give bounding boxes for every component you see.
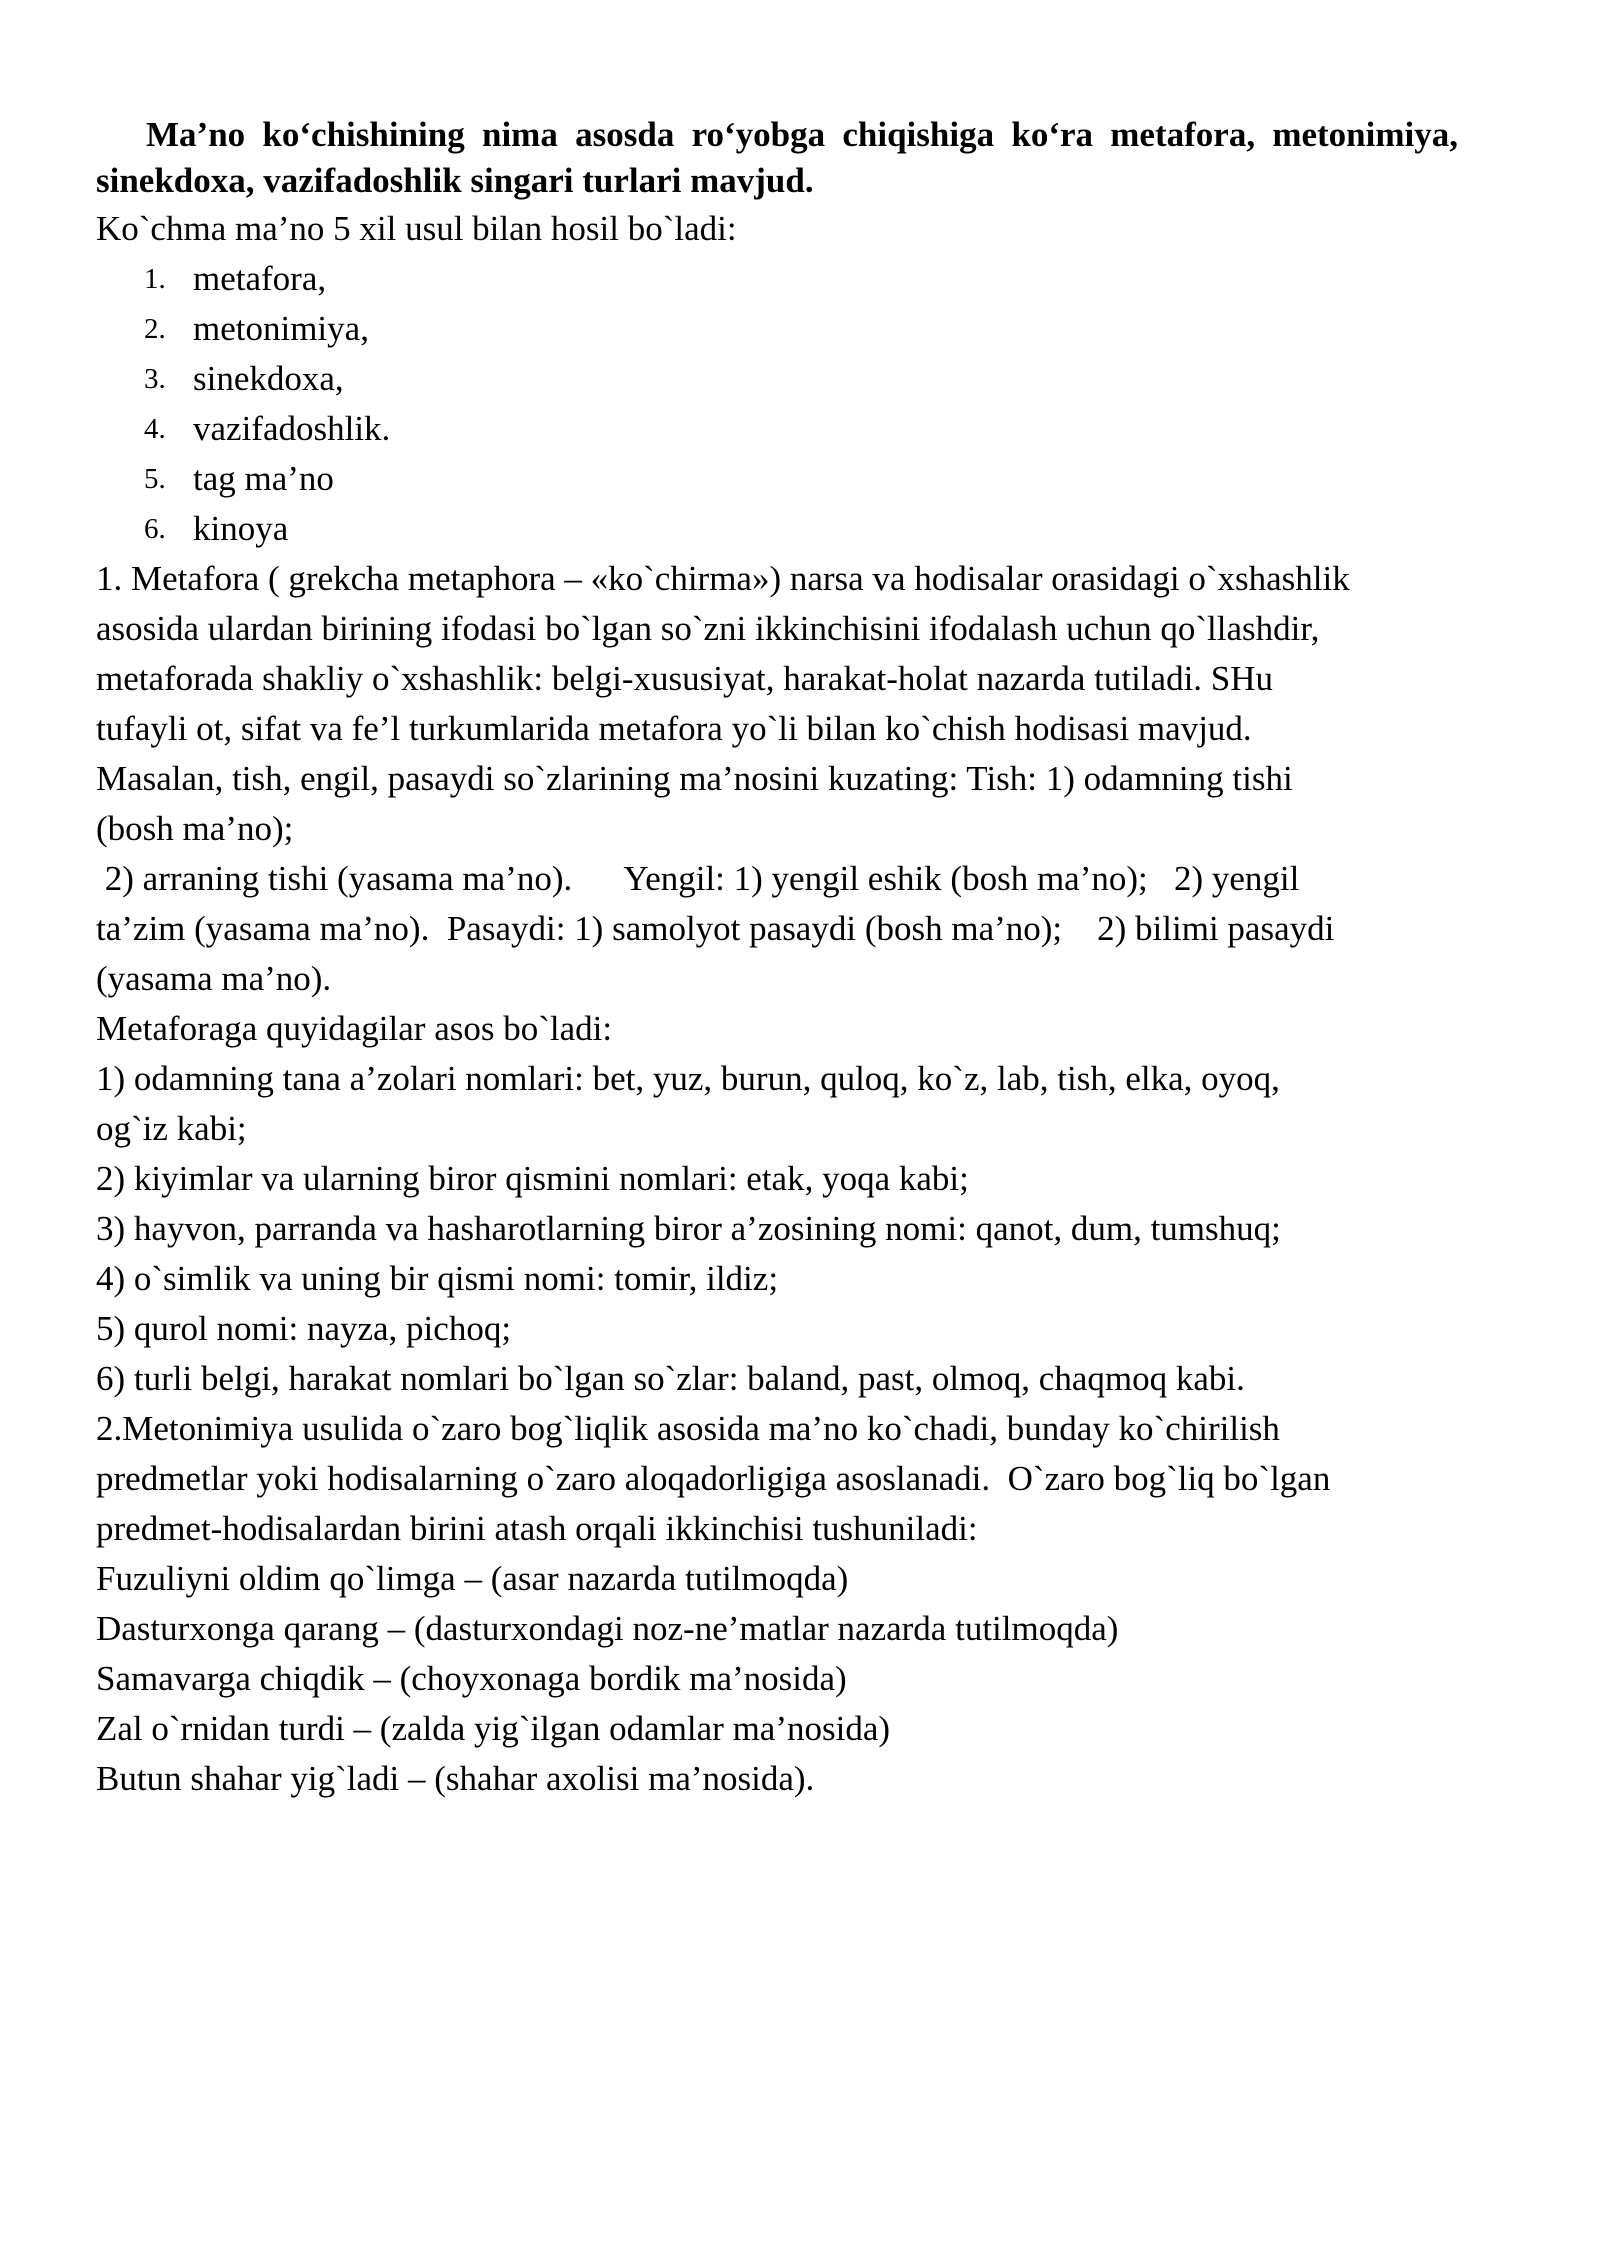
- list-item: [96, 354, 1458, 404]
- text-line: 2) arraning tishi (yasama ma’no). Yengil: 1) yengil eshik (bosh ma’no); 2) yengil: [96, 859, 1300, 898]
- metafora-bases-list: [96, 1054, 1458, 1404]
- list-item: [96, 304, 1458, 354]
- list-item: [96, 404, 1458, 454]
- text-line: asosida ulardan birining ifodasi bo`lgan so`zni ikkinchisini ifodalash uchun qo`llashdir,: [96, 609, 1320, 648]
- list-item: 6) turli belgi, harakat nomlari bo`lgan so`zlar: baland, past, olmoq, chaqmoq kabi.: [96, 1359, 1245, 1398]
- list-item: [96, 254, 1458, 304]
- list-item: [96, 454, 1458, 504]
- text-line: predmetlar yoki hodisalarning o`zaro aloqadorligiga asoslanadi. O`zaro bog`liq bo`lgan: [96, 1459, 1331, 1498]
- metafora-paragraph: [96, 554, 1458, 1004]
- list-item-label: metafora,: [193, 259, 327, 298]
- example-line: Zal o`rnidan turdi – (zalda yig`ilgan odamlar ma’nosida): [96, 1709, 891, 1748]
- example-line: Dasturxonga qarang – (dasturxondagi noz-ne’matlar nazarda tutilmoqda): [96, 1609, 1119, 1648]
- text-line: tufayli ot, sifat va fe’l turkumlarida metafora yo`li bilan ko`chish hodisasi mavjud.: [96, 709, 1252, 748]
- list-item: 2) kiyimlar va ularning biror qismini nomlari: etak, yoqa kabi;: [96, 1159, 969, 1198]
- list-number: 2.: [144, 313, 166, 345]
- example-line: Fuzuliyni oldim qo`limga – (asar nazarda tutilmoqda): [96, 1559, 849, 1598]
- list-item-label: vazifadoshlik.: [193, 409, 391, 448]
- section-heading: Ma’no ko‘chishining nima asosda ro‘yobga chiqishiga ko‘ra metafora, metonimiya, sinekdoxa, vazifadoshlik singari turlari mavjud.: [96, 115, 1458, 200]
- list-item: 5) qurol nomi: nayza, pichoq;: [96, 1309, 512, 1348]
- text-line: (yasama ma’no).: [96, 959, 332, 998]
- list-item-label: sinekdoxa,: [193, 359, 344, 398]
- document-page: [96, 112, 1458, 1804]
- example-line: Butun shahar yig`ladi – (shahar axolisi ma’nosida).: [96, 1759, 815, 1798]
- list-number: 5.: [144, 463, 166, 495]
- text-line: 2.Metonimiya usulida o`zaro bog`liqlik asosida ma’no ko`chadi, bunday ko`chirilish: [96, 1409, 1280, 1448]
- list-number: 6.: [144, 513, 166, 545]
- list-item-label: metonimiya,: [193, 309, 369, 348]
- list-number: 1.: [144, 263, 166, 295]
- list-number: 4.: [144, 413, 166, 445]
- text-line: (bosh ma’no);: [96, 809, 294, 848]
- text-line: 1. Metafora ( grekcha metaphora – «ko`chirma») narsa va hodisalar orasidagi o`xshashlik: [96, 559, 1350, 598]
- text-line: Masalan, tish, engil, pasaydi so`zlarining ma’nosini kuzating: Tish: 1) odamning tishi: [96, 759, 1293, 798]
- text-line: ta’zim (yasama ma’no). Pasaydi: 1) samolyot pasaydi (bosh ma’no); 2) bilimi pasaydi: [96, 909, 1335, 948]
- list-number: 3.: [144, 363, 166, 395]
- metonimiya-paragraph: [96, 1404, 1458, 1554]
- list-item: og`iz kabi;: [96, 1109, 247, 1148]
- list-item: 1) odamning tana a’zolari nomlari: bet, yuz, burun, quloq, ko`z, lab, tish, elka, oyoq,: [96, 1059, 1280, 1098]
- list-item: 3) hayvon, parranda va hasharotlarning biror a’zosining nomi: qanot, dum, tumshuq;: [96, 1209, 1281, 1248]
- intro-paragraph: Ko`chma ma’no 5 xil usul bilan hosil bo`ladi:: [96, 209, 737, 248]
- bases-intro: Metaforaga quyidagilar asos bo`ladi:: [96, 1009, 613, 1048]
- list-item: [96, 504, 1458, 554]
- example-line: Samavarga chiqdik – (choyxonaga bordik ma’nosida): [96, 1659, 847, 1698]
- text-line: predmet-hodisalardan birini atash orqali ikkinchisi tushuniladi:: [96, 1509, 978, 1548]
- meaning-types-list: [96, 254, 1458, 554]
- list-item: 4) o`simlik va uning bir qismi nomi: tomir, ildiz;: [96, 1259, 779, 1298]
- list-item-label: tag ma’no: [193, 459, 334, 498]
- metonimiya-examples: [96, 1554, 1458, 1804]
- list-item-label: kinoya: [193, 509, 289, 548]
- text-line: metaforada shakliy o`xshashlik: belgi-xususiyat, harakat-holat nazarda tutiladi. SHu: [96, 659, 1274, 698]
